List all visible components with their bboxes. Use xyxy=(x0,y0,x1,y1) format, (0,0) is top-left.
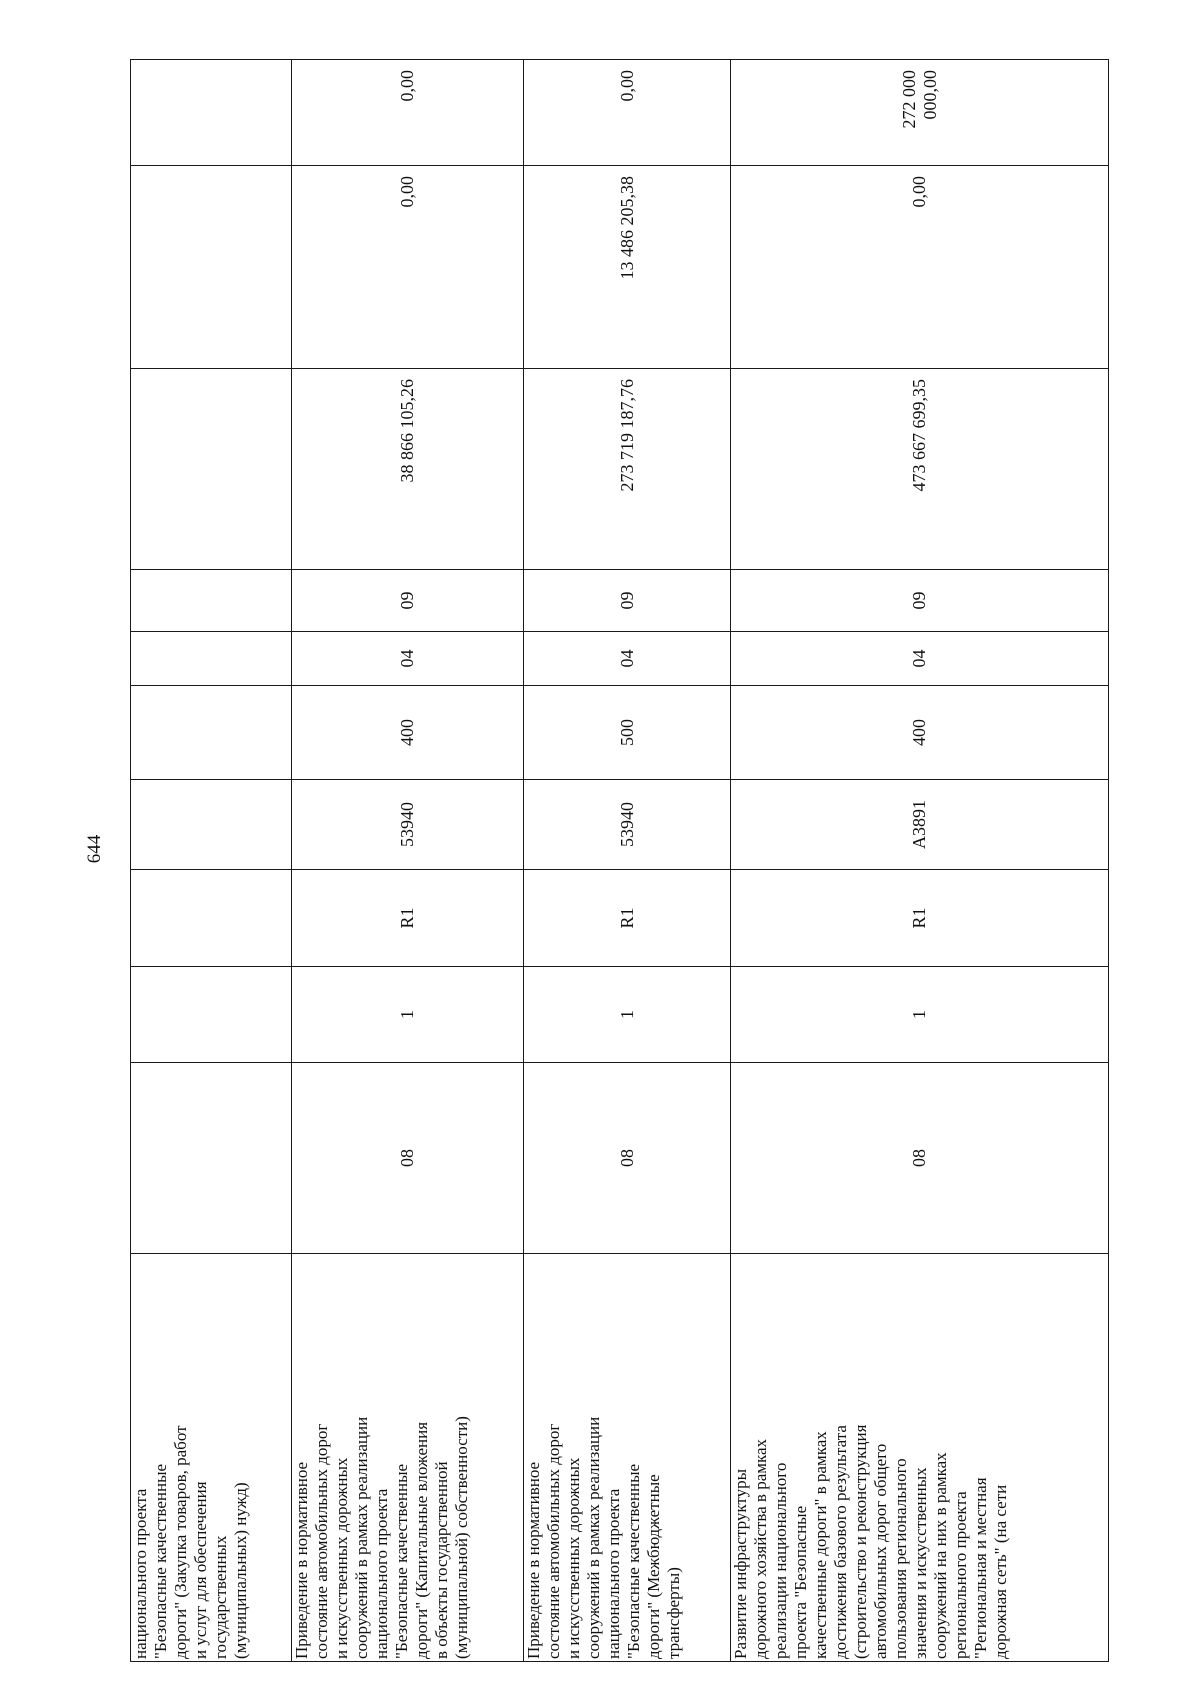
section-code-cell: 08 xyxy=(292,1063,524,1254)
expense-type-cell: 500 xyxy=(524,686,731,780)
expense-type-cell xyxy=(131,686,292,780)
section-code-cell: 08 xyxy=(524,1063,731,1254)
amount-year2-cell: 0,00 xyxy=(731,166,1109,369)
amount-year1-cell: 273 719 187,76 xyxy=(524,369,731,570)
subdivision-code-cell: 09 xyxy=(731,570,1109,632)
division-code-cell: 04 xyxy=(292,632,524,686)
amount-year3-cell: 272 000 000,00 xyxy=(731,60,1109,166)
row-name-cell: Развитие инфраструктуры дорожного хозяйства в рамках реализации национального проекта "Безопасные качественные дороги" в рамках достижения базового результата (строительство и реконструкция автомобильных дорог общего пользования регионального значения и искусственных сооружений на них в рамках регионального проекта "Региональная и местная дорожная сеть" (на сети xyxy=(731,1254,1109,1662)
direction-code-cell: 53940 xyxy=(524,780,731,870)
amount-year3-cell: 0,00 xyxy=(524,60,731,166)
table-row xyxy=(524,60,731,1662)
section-code-cell xyxy=(131,1063,292,1254)
direction-code-cell: 53940 xyxy=(292,780,524,870)
division-code-cell xyxy=(131,632,292,686)
table-row xyxy=(131,60,292,1662)
table-row xyxy=(292,60,524,1662)
expense-type-cell: 400 xyxy=(292,686,524,780)
program-code-cell xyxy=(131,967,292,1063)
direction-code-cell xyxy=(131,780,292,870)
row-name-cell: национального проекта "Безопасные качественные дороги" (Закупка товаров, работ и услуг для обеспечения государственных (муниципальных) нужд) xyxy=(131,1254,292,1662)
program-code-cell: 1 xyxy=(524,967,731,1063)
amount-year1-cell: 473 667 699,35 xyxy=(731,369,1109,570)
row-name-cell: Приведение в нормативное состояние автомобильных дорог и искусственных дорожных сооружений в рамках реализации национального проекта "Безопасные качественные дороги" (Капитальные вложения в объекты государственной (муниципальной) собственности) xyxy=(292,1254,524,1662)
page-number: 644 xyxy=(84,834,105,864)
subdivision-code-cell xyxy=(131,570,292,632)
amount-year2-cell: 13 486 205,38 xyxy=(524,166,731,369)
budget-table xyxy=(130,59,1109,1662)
amount-year3-cell: 0,00 xyxy=(292,60,524,166)
division-code-cell: 04 xyxy=(524,632,731,686)
table-row xyxy=(731,60,1109,1662)
budget-table-rotated xyxy=(130,60,1108,1662)
project-code-cell: R1 xyxy=(292,870,524,967)
amount-year1-cell: 38 866 105,26 xyxy=(292,369,524,570)
amount-year2-cell xyxy=(131,166,292,369)
division-code-cell: 04 xyxy=(731,632,1109,686)
row-name-cell: Приведение в нормативное состояние автомобильных дорог и искусственных дорожных сооружений в рамках реализации национального проекта "Безопасные качественные дороги" (Межбюджетные трансферты) xyxy=(524,1254,731,1662)
project-code-cell xyxy=(131,870,292,967)
expense-type-cell: 400 xyxy=(731,686,1109,780)
amount-year3-cell xyxy=(131,60,292,166)
amount-year1-cell xyxy=(131,369,292,570)
project-code-cell: R1 xyxy=(524,870,731,967)
subdivision-code-cell: 09 xyxy=(524,570,731,632)
section-code-cell: 08 xyxy=(731,1063,1109,1254)
program-code-cell: 1 xyxy=(292,967,524,1063)
amount-year2-cell: 0,00 xyxy=(292,166,524,369)
direction-code-cell: A3891 xyxy=(731,780,1109,870)
subdivision-code-cell: 09 xyxy=(292,570,524,632)
project-code-cell: R1 xyxy=(731,870,1109,967)
program-code-cell: 1 xyxy=(731,967,1109,1063)
